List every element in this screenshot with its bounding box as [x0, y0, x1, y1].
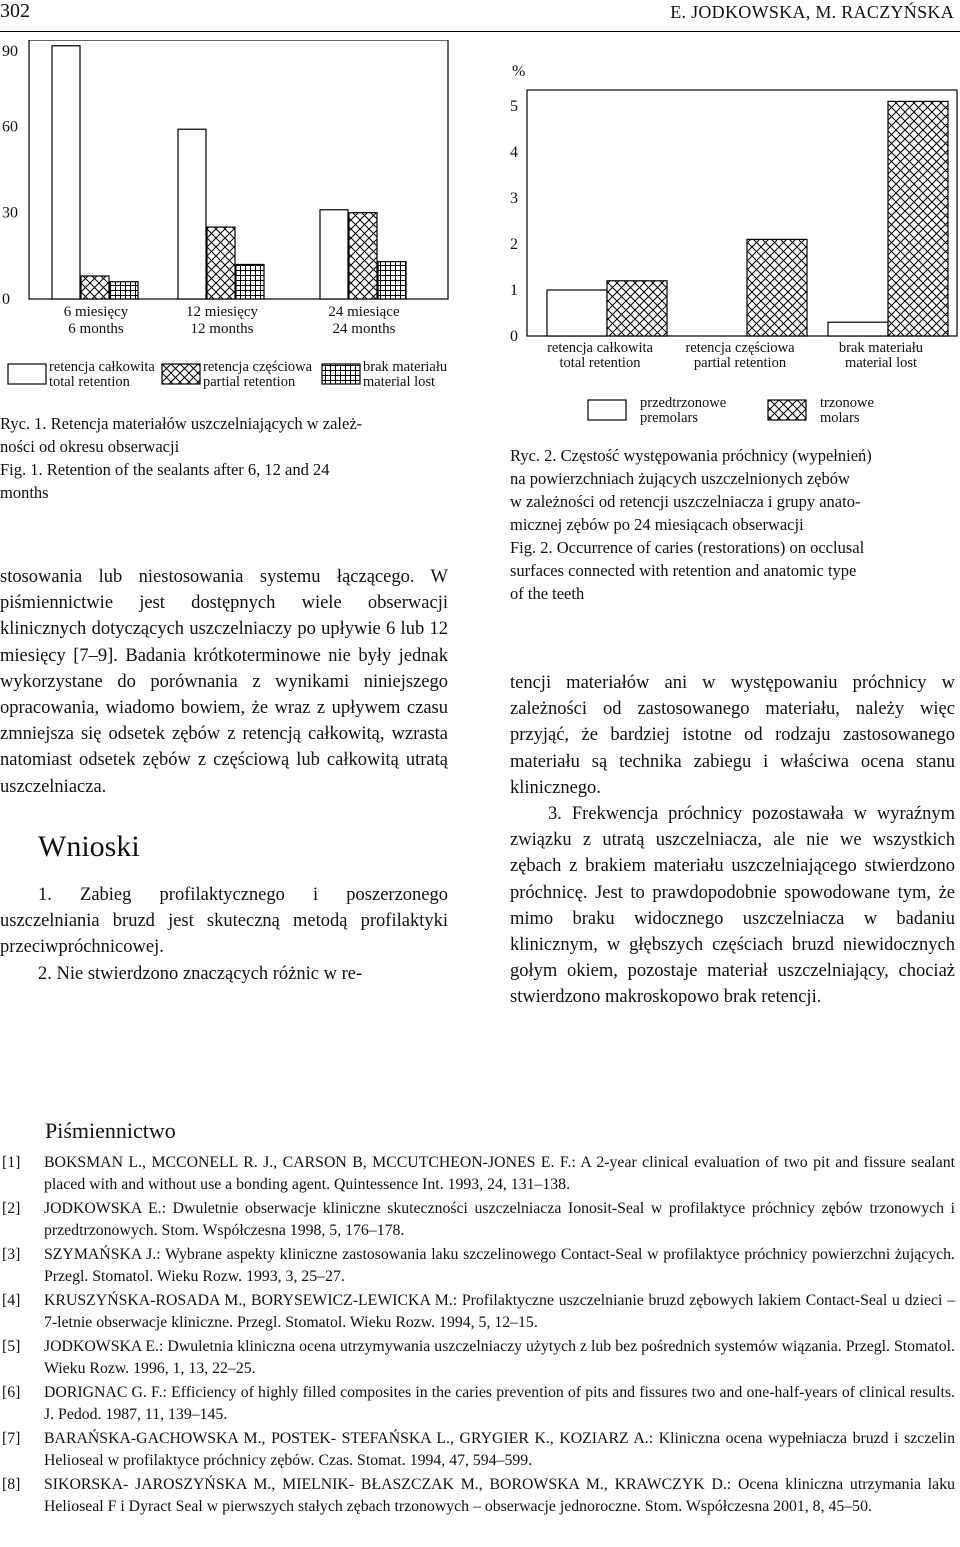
- chart1-y-tick: 0: [2, 291, 10, 308]
- right-column: [510, 670, 955, 1011]
- conclusions-heading: Wnioski: [38, 829, 140, 863]
- reference-5: [5] JODKOWSKA E.: Dwuletnia kliniczna ocena utrzymywania uszczelniaczy użytych z lub bez pośrednich systemów wiązania. Przegl. Stomatol. Wieku Rozw. 1996, 1, 13, 22–25.: [2, 1338, 956, 1377]
- conclusion-2: 2. Nie stwierdzono znaczących różnic w re-: [38, 963, 363, 984]
- reference-6: [6] DORIGNAC G. F.: Efficiency of highly filled composites in the caries prevention of pits and fissures two and one-half-years of clinical results. J. Pedod. 1987, 11, 139–145.: [2, 1384, 955, 1423]
- reference-1: [1] BOKSMAN L., MCCONELL R. J., CARSON B, MCCUTCHEON-JONES E. F.: A 2-year clinical evaluation of two pit and fissure sealant placed with and without use a bonding agent. Quintessence Int. 1993, 24, 131–138.: [2, 1154, 955, 1193]
- figure-2-chart: [500, 58, 960, 428]
- chart1-category-label: 24 miesiące: [328, 304, 400, 320]
- chart1-legend-label: partial retention: [203, 374, 296, 390]
- left-paragraph-1: stosowania lub niestosowania systemu łączącego. W piśmiennictwie jest dostępnych wiele obserwacji klinicznych dotyczących uszczelniaczy po upływie 6 lub 12 miesięcy [7–9]. Badania krótkoterminowe nie były jednak wykorzystane do porównania z wynikami niniejszego opracowania, wiadomo bowiem, że wraz z upływem czasu zmniejsza się odsetek zębów z retencją całkowitą, wzrasta natomiast odsetek zębów z częściową lub całkowitą utratą uszczelniacza.: [0, 567, 448, 797]
- chart2-y-tick: 3: [510, 190, 518, 207]
- chart2-y-tick: 5: [510, 98, 518, 115]
- chart1-y-tick: 60: [2, 118, 18, 136]
- chart2-y-tick: 0: [510, 328, 518, 345]
- chart1-legend-label: material lost: [363, 374, 436, 390]
- page-number: 302: [0, 0, 30, 22]
- reference-4: [4] KRUSZYŃSKA-ROSADA M., BORYSEWICZ-LEWICKA M.: Profilaktyczne uszczelnianie bruzd zębowych lakiem Contact-Seal u dzieci – 7-letnie obserwacje kliniczne. Przegl. Stomatol. Wieku Rozw. 1994, 5, 12–15.: [2, 1292, 955, 1331]
- chart1-category-label: 6 months: [68, 321, 124, 337]
- fig1-en-label: Fig. 1.: [0, 460, 43, 479]
- chart1-category-label: 6 miesięcy: [63, 304, 129, 320]
- chart2-category-label: retencja częściowa: [685, 340, 795, 356]
- conclusion-1: 1. Zabieg profilaktycznego i poszerzonego uszczelniania bruzd jest skuteczną metodą profilaktyki przeciwpróchnicowej.: [0, 885, 448, 958]
- chart2-bar: [828, 322, 888, 336]
- chart1-bar: [349, 213, 377, 299]
- running-authors: E. JODKOWSKA, M. RACZYŃSKA: [670, 2, 954, 22]
- chart2-y-tick: 1: [510, 282, 518, 299]
- references-list: [0, 1152, 960, 1547]
- fig1-pl-label: Ryc. 1.: [0, 414, 47, 433]
- chart1-legend-swatch: [8, 364, 46, 384]
- chart1-category-label: 12 months: [190, 321, 254, 337]
- chart2-legend-label: premolars: [640, 410, 698, 426]
- right-paragraph-2: 3. Frekwencja próchnicy pozostawała w wyraźnym związku z utratą uszczelniacza, ale nie we wszystkich zębach z brakiem materiału uszczelniającego stwierdzono próchnicę. Jest to prawdopodobnie spowodowane tym, że mimo braku widocznego uszczelniacza w badaniu klinicznym, w głębszych częściach bruzd niewidocznych gołym okiem, pozostaje materiał uszczelniający, chociaż stwierdzono makroskopowo brak retencji.: [510, 804, 955, 1008]
- chart2-category-label: material lost: [844, 355, 918, 371]
- left-column: [0, 564, 448, 987]
- chart1-category-label: 12 miesięcy: [185, 304, 259, 320]
- figure-1-chart: [0, 40, 470, 400]
- chart2-y-tick: 2: [510, 236, 518, 253]
- chart1-y-tick: 90: [2, 43, 18, 60]
- chart1-bar: [378, 262, 406, 299]
- figure-2-caption: Ryc. 2. Częstość występowania próchnicy (wypełnień) na powierzchniach żujących uszczelnionych zębów w zależności od retencji uszczelniacza i grupy anato- micznej zębów po 24 miesiącach obserwacji Fig. 2. Occurrence of caries (restorations) on occlusal surfaces connected with retention and anatomic type of the teeth: [510, 446, 872, 603]
- chart1-legend-swatch: [322, 364, 360, 384]
- chart1-legend-label: total retention: [49, 374, 130, 390]
- chart2-legend-label: trzonowe: [820, 395, 874, 411]
- fig2-en-label: Fig. 2.: [510, 538, 553, 557]
- reference-8: [8] SIKORSKA- JAROSZYŃSKA M., MIELNIK- BŁASZCZAK M., BOROWSKA M., KRAWCZYK D.: Ocena kliniczna utrzymania laku Helioseal F i Dyract Seal w pierwszych stałych zębach trzonowych – obserwacje jednoroczne. Stom. Współczesna 2001, 8, 45–50.: [2, 1476, 955, 1515]
- chart1-legend-swatch: [162, 364, 200, 384]
- chart1-bar: [52, 46, 80, 299]
- chart2-legend-swatch: [768, 400, 806, 420]
- chart1-legend-label: retencja całkowita: [49, 359, 155, 375]
- chart1-category-label: 24 months: [332, 321, 396, 337]
- chart1-bar: [178, 129, 206, 299]
- chart2-category-label: partial retention: [693, 355, 787, 371]
- chart1-bar: [81, 276, 109, 299]
- chart2-category-label: retencja całkowita: [547, 340, 653, 356]
- chart1-bar: [207, 227, 235, 299]
- chart1-bar: [110, 282, 138, 299]
- chart2-legend-label: molars: [820, 410, 860, 426]
- chart2-y-tick: 4: [510, 144, 518, 161]
- chart2-bar: [747, 239, 807, 336]
- chart2-bar: [607, 281, 667, 336]
- chart1-bar: [320, 210, 348, 299]
- chart1-bar: [236, 264, 264, 299]
- header-rule: [0, 31, 960, 32]
- figure-1-caption: Ryc. 1. Retencja materiałów uszczelniających w zależ- ności od okresu obserwacji Fig. 1. Retention of the sealants after 6, 12 and 24 months: [0, 414, 363, 502]
- references-heading: Piśmiennictwo: [45, 1118, 176, 1143]
- fig2-pl-label: Ryc. 2.: [510, 446, 557, 465]
- chart2-legend-swatch: [588, 400, 626, 420]
- chart1-y-tick: 30: [2, 204, 18, 222]
- chart2-y-unit: %: [512, 63, 526, 80]
- reference-2: [2] JODKOWSKA E.: Dwuletnie obserwacje kliniczne skuteczności uszczelniacza Ionosit-Seal w profilaktyce próchnicy zębów trzonowych i przedtrzonowych. Stom. Współczesna 1998, 5, 176–178.: [2, 1200, 956, 1239]
- reference-7: [7] BARAŃSKA-GACHOWSKA M., POSTEK- STEFAŃSKA L., GRYGIER K., KOZIARZ A.: Kliniczna ocena wypełniacza bruzd i szczelin Helioseal w profilaktyce próchnicy zębów. Czas. Stomat. 1994, 47, 594–599.: [2, 1430, 955, 1469]
- chart1-legend-label: brak materiału: [363, 359, 448, 375]
- reference-3: [3] SZYMAŃSKA J.: Wybrane aspekty kliniczne zastosowania laku szczelinowego Contact-Seal w profilaktyce próchnicy powierzchni żujących. Przegl. Stomatol. Wieku Rozw. 1993, 3, 25–27.: [2, 1246, 956, 1285]
- chart2-bar: [547, 290, 607, 336]
- chart1-frame: [29, 40, 448, 299]
- chart2-legend-label: przedtrzonowe: [640, 395, 727, 411]
- chart2-bar: [888, 101, 948, 336]
- chart1-legend-label: retencja częściowa: [203, 359, 313, 375]
- page-header: [0, 0, 960, 26]
- right-paragraph-1: tencji materiałów ani w występowaniu próchnicy w zależności od zastosowanego materiału, należy więc przyjąć, że bardziej istotne od rodzaju zastosowanego materiału są technika zabiegu i właściwa ocena stanu klinicznego.: [510, 673, 955, 798]
- chart2-category-label: brak materiału: [838, 340, 924, 356]
- chart2-category-label: total retention: [559, 355, 641, 371]
